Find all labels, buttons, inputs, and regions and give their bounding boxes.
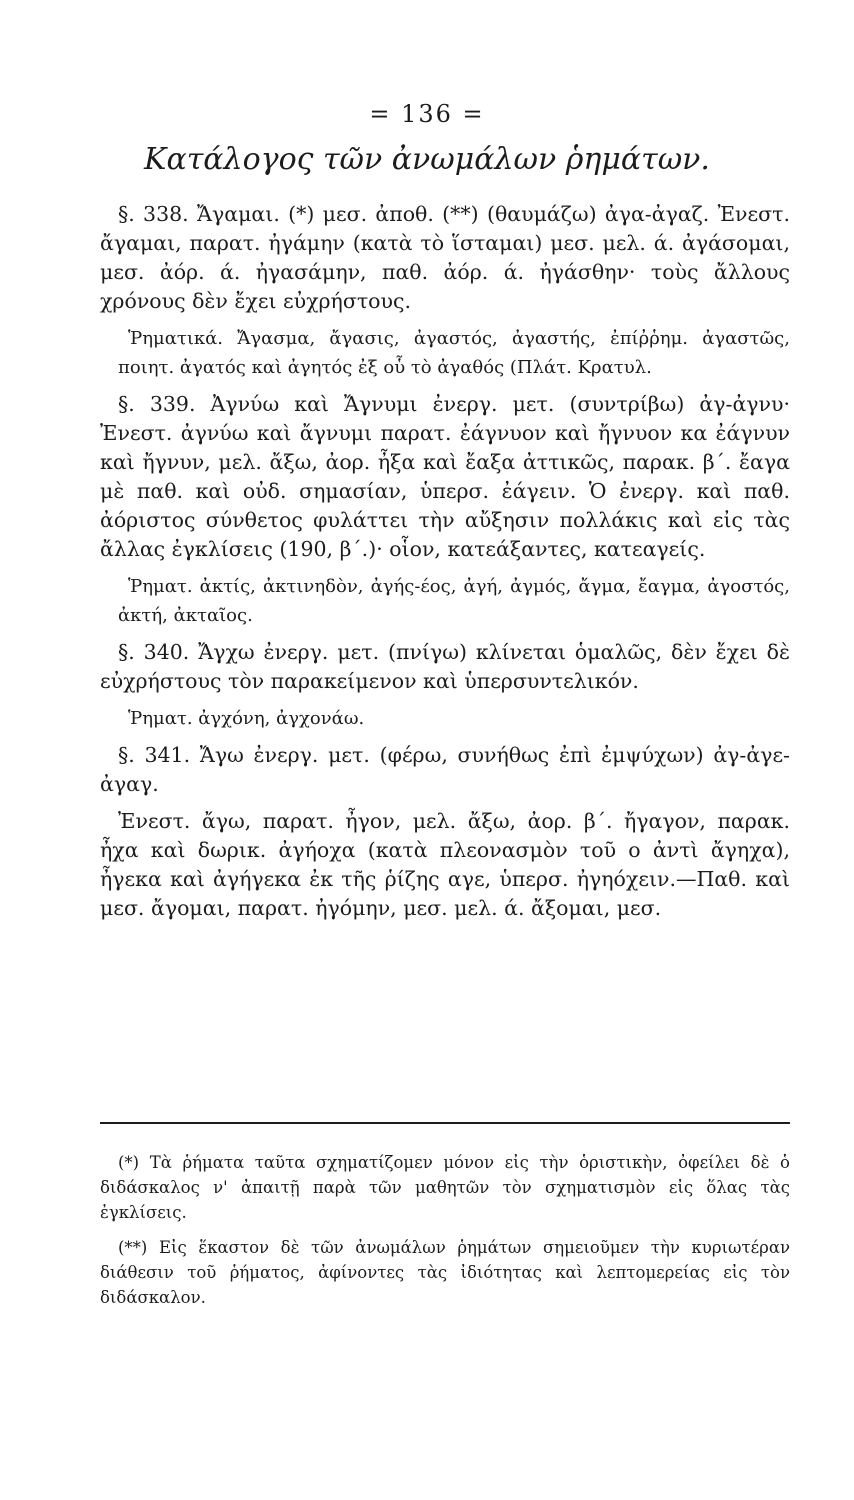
section-341: §. 341. Ἄγω ἐνεργ. μετ. (φέρω, συνήθως ἐπὶ ἐμψύχων) ἀγ-ἀγε-ἀγαγ. [100, 743, 790, 796]
section-339: §. 339. Ἀγνύω καὶ Ἄγνυμι ἐνεργ. μετ. (συντρίβω) ἀγ-ἀγνυ· Ἐνεστ. ἀγνύω καὶ ἄγνυμι παρατ. ἐάγνυον καὶ ἤγνυον κα ἐάγνυν καὶ ἤγνυν, μελ. ἄξω, ἀορ. ἦξα καὶ ἔαξα ἀττικῶς, παρακ. β΄. ἔαγα μὲ παθ. καὶ οὐδ. σημασίαν, ὑπερσ. ἐάγειν. Ὁ ἐνεργ. καὶ παθ. ἀόριστος σύνθετος φυλάττει τὴν αὔξησιν πολλάκις καὶ εἰς τὰς ἄλλας ἐγκλίσεις (190, β΄.)· οἷον, κατεάξαντες, κατεαγείς. [100, 392, 790, 561]
page-number-header: = 136 = [369, 100, 485, 128]
footnote-2: (**) Εἰς ἕκαστον δὲ τῶν ἀνωμάλων ῥημάτων σημειοῦμεν τὴν κυριωτέραν διάθεσιν τοῦ ῥήματος, ἀφίνοντες τὰς ἰδιότητας καὶ λεπτομερείας εἰς τὸν διδάσκαλον. [100, 1238, 790, 1307]
derivatives-339: Ῥηματ. ἀκτίς, ἀκτινηδὸν, ἀγής-έος, ἀγή, ἀγμός, ἄγμα, ἔαγμα, ἀγοστός, ἀκτή, ἀκταῖος. [118, 576, 790, 626]
footnote-divider [100, 1122, 790, 1124]
derivatives-340: Ῥηματ. ἀγχόνη, ἀγχονάω. [128, 708, 365, 729]
derivatives-338: Ῥηματικά. Ἄγασμα, ἄγασις, ἀγαστός, ἀγαστής, ἐπίῤῥημ. ἀγαστῶς, ποιητ. ἀγατός καὶ ἀγητός ἐξ οὗ τὸ ἀγαθός (Πλάτ. Κρατυλ. [118, 328, 790, 378]
footnote-1: (*) Τὰ ῥήματα ταῦτα σχηματίζομεν μόνον εἰς τὴν ὁριστικὴν, ὀφείλει δὲ ὁ διδάσκαλος ν' ἀπαιτῇ παρὰ τῶν μαθητῶν τὸν σχηματισμὸν εἰς ὅλας τὰς ἐγκλίσεις. [100, 1153, 790, 1222]
main-text [100, 200, 790, 931]
section-340: §. 340. Ἄγχω ἐνεργ. μετ. (πνίγω) κλίνεται ὁμαλῶς, δὲν ἔχει δὲ εὐχρήστους τὸν παρακείμενον καὶ ὑπερσυντελικόν. [100, 640, 790, 693]
page-title: Κατάλογος τῶν ἀνωμάλων ῥημάτων. [144, 142, 710, 177]
section-338: §. 338. Ἄγαμαι. (*) μεσ. ἀποθ. (**) (θαυμάζω) ἀγα-ἀγαζ. Ἐνεστ. ἄγαμαι, παρατ. ἠγάμην (κατὰ τὸ ἵσταμαι) μεσ. μελ. ά. ἀγάσομαι, μεσ. ἀόρ. ά. ἠγασάμην, παθ. ἀόρ. ά. ἠγάσθην· τοὺς ἄλλους χρόνους δὲν ἔχει εὐχρήστους. [100, 202, 790, 313]
footnotes [100, 1150, 790, 1320]
conjugation-341: Ἐνεστ. ἄγω, παρατ. ἦγον, μελ. ἄξω, ἀορ. β΄. ἤγαγον, παρακ. ἦχα καὶ δωρικ. ἀγήοχα (κατὰ πλεονασμὸν τοῦ ο ἀντὶ ἄγηχα), ἦγεκα καὶ ἀγήγεκα ἐκ τῆς ῥίζης αγε, ὑπερσ. ἠγηόχειν.—Παθ. καὶ μεσ. ἄγομαι, παρατ. ἠγόμην, μεσ. μελ. ά. ἄξομαι, μεσ. [100, 809, 790, 920]
